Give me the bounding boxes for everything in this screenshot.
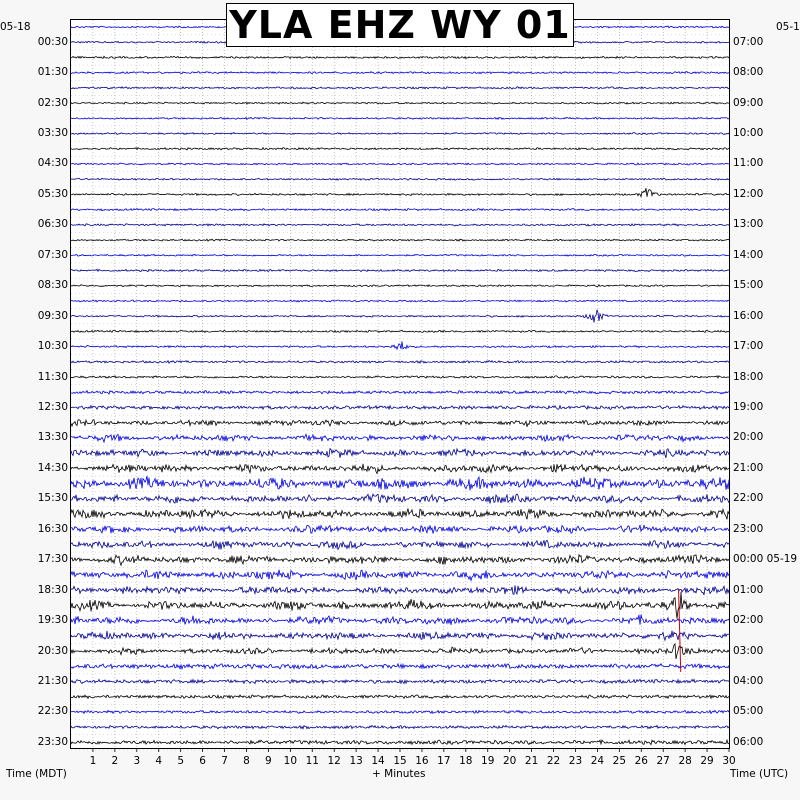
x-tick-label: 17: [437, 755, 451, 767]
x-tick-label: 7: [221, 755, 228, 767]
right-time-label: 22:00: [733, 492, 764, 505]
seismic-trace: [71, 494, 729, 504]
right-time-label: 02:00: [733, 614, 764, 627]
x-tick-label: 10: [283, 755, 298, 767]
right-time-label: 13:00: [733, 218, 764, 231]
right-time-label: 00:00 05-19: [733, 553, 798, 566]
x-tick-label: 21: [524, 755, 539, 767]
x-tick-label: 20: [502, 755, 517, 767]
seismic-trace: [71, 87, 729, 89]
left-time-label: 14:30: [37, 461, 68, 474]
seismic-trace: [71, 361, 729, 364]
x-tick-label: 4: [155, 755, 163, 767]
left-time-label: 13:30: [37, 431, 68, 444]
left-time-label: 04:30: [37, 157, 68, 170]
seismic-trace: [71, 449, 729, 458]
seismic-trace: [71, 133, 729, 135]
x-tick-label: 19: [481, 755, 495, 767]
seismic-trace: [71, 525, 729, 534]
right-time-label: 10:00: [733, 127, 764, 140]
right-time-label: 07:00: [733, 35, 764, 48]
right-time-label: 04:00: [733, 674, 764, 687]
right-time-label: 12:00: [733, 187, 764, 200]
seismic-trace: [71, 209, 729, 211]
right-time-label: 18:00: [733, 370, 764, 383]
seismic-trace: [71, 239, 729, 241]
x-tick-label: 15: [393, 755, 407, 767]
right-time-label: 01:00: [733, 583, 764, 596]
x-tick-label: 2: [111, 755, 119, 767]
right-time-label: 21:00: [733, 461, 764, 474]
right-time-label: 14:00: [733, 248, 764, 261]
x-tick-label: 23: [568, 755, 583, 767]
left-time-label: 15:30: [37, 492, 68, 505]
right-time-label: 15:00: [733, 279, 764, 292]
seismic-trace: [71, 163, 729, 165]
x-tick-label: 27: [656, 755, 670, 767]
seismic-trace: [71, 148, 729, 150]
x-tick-label: 8: [243, 755, 250, 767]
right-time-label: 03:00: [733, 644, 764, 657]
left-axis-title: Time (MDT): [6, 768, 67, 780]
left-time-label: 01:30: [37, 66, 68, 79]
left-time-label: 20:30: [37, 644, 68, 657]
x-tick-label: 1: [89, 755, 97, 767]
x-tick-label: 26: [634, 755, 648, 767]
x-tick-label: 29: [700, 755, 714, 767]
seismic-trace: [71, 341, 729, 349]
seismic-trace: [71, 102, 729, 104]
left-time-label: 22:30: [37, 705, 68, 718]
right-time-label: 06:00: [733, 735, 764, 748]
date-right-label: 05-1: [776, 21, 800, 33]
left-time-label: 03:30: [37, 127, 68, 140]
right-time-label: 09:00: [733, 96, 764, 109]
x-tick-label: 12: [327, 755, 341, 767]
x-tick-label: 5: [177, 755, 184, 767]
x-tick-label: 18: [459, 755, 473, 767]
seismic-trace: [71, 509, 729, 520]
chart-title: YLA EHZ WY 01: [229, 3, 571, 47]
x-tick-label: 11: [305, 755, 319, 767]
left-time-label: 00:30: [37, 35, 68, 48]
seismic-trace: [71, 117, 729, 119]
x-tick-label: 22: [546, 755, 561, 767]
left-time-label: 23:30: [37, 735, 68, 748]
right-time-label: 19:00: [733, 401, 764, 413]
left-time-label: 12:30: [37, 401, 68, 413]
date-left-label: 05-18: [0, 21, 31, 33]
right-time-label: 20:00: [733, 431, 764, 444]
right-time-label: 17:00: [733, 340, 764, 353]
seismic-trace: [71, 679, 729, 683]
left-time-label: 07:30: [37, 248, 68, 261]
seismic-trace: [71, 285, 729, 287]
left-time-label: 10:30: [37, 340, 68, 353]
x-tick-label: 14: [371, 755, 385, 767]
x-tick-label: 25: [612, 755, 627, 767]
x-tick-label: 24: [590, 755, 605, 767]
right-time-label: 05:00: [733, 705, 764, 718]
left-time-label: 08:30: [37, 279, 68, 292]
seismic-trace: [71, 464, 729, 474]
x-tick-label: 3: [133, 755, 141, 767]
left-time-label: 19:30: [37, 614, 68, 627]
left-time-label: 05:30: [37, 187, 68, 200]
seismic-trace: [71, 300, 729, 302]
x-axis-title: + Minutes: [372, 768, 426, 780]
left-time-label: 02:30: [37, 96, 68, 109]
left-time-label: 21:30: [37, 674, 68, 687]
x-tick-label: 28: [678, 755, 692, 767]
right-time-label: 16:00: [733, 309, 764, 322]
left-time-label: 17:30: [37, 553, 68, 566]
right-time-label: 08:00: [733, 66, 764, 79]
x-tick-label: 9: [265, 755, 272, 767]
right-time-label: 11:00: [733, 157, 764, 170]
x-tick-label: 6: [199, 755, 206, 767]
right-axis-title: Time (UTC): [730, 768, 789, 780]
title-box: [226, 3, 574, 47]
right-time-label: 23:00: [733, 522, 764, 535]
x-tick-label: 13: [349, 755, 363, 767]
x-tick-label: 16: [415, 755, 429, 767]
left-time-label: 18:30: [37, 583, 68, 596]
seismic-trace: [71, 188, 729, 197]
x-tick-label: 30: [722, 755, 736, 767]
left-time-label: 11:30: [37, 370, 68, 383]
seismic-trace: [71, 406, 729, 410]
left-time-label: 06:30: [37, 218, 68, 231]
left-time-label: 09:30: [37, 309, 68, 322]
left-time-label: 16:30: [37, 522, 68, 535]
